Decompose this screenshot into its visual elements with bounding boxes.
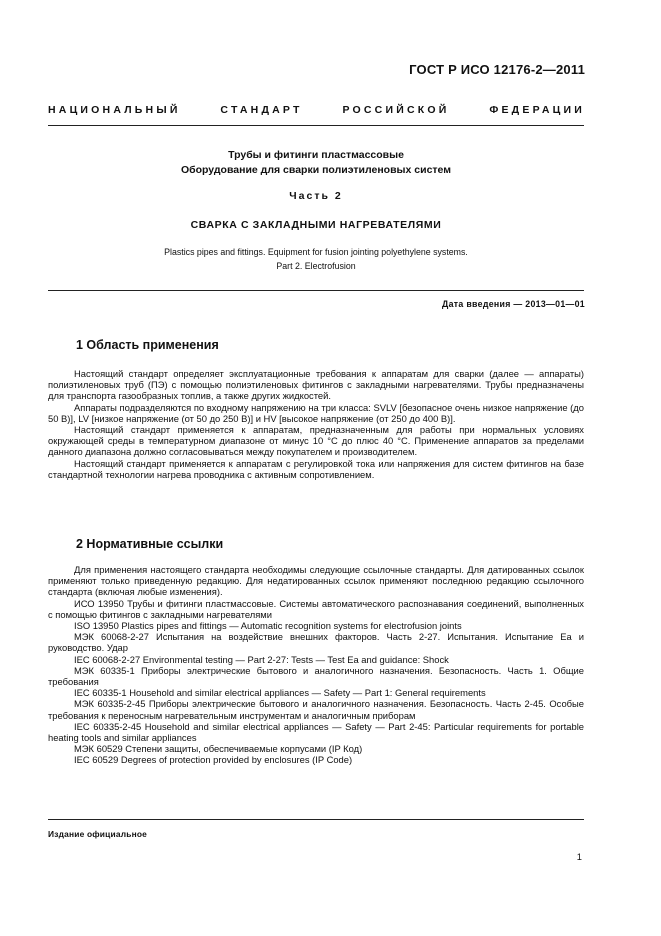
reference-item: МЭК 60529 Степени защиты, обеспечиваемые корпусами (IP Код) bbox=[74, 743, 363, 755]
paragraph: Аппараты подразделяются по входному напряжению на три класса: SVLV [безопасное очень низкое напряжение (до 50 В)], LV [низкое напряжение (от 50 до 250 В)] и HV [высокое напряжение (от 250 до 400 В)]. bbox=[48, 401, 584, 424]
reference-item: IEC 60068-2-27 Environmental testing — Part 2-27: Tests — Test Ea and guidance: Shock bbox=[74, 653, 449, 665]
reference-item: IEC 60335-1 Household and similar electrical appliances — Safety — Part 1: General requirements bbox=[74, 687, 486, 699]
reference-item: ИСО 13950 Трубы и фитинги пластмассовые. Системы автоматического распознавания соединений, выполненных с помощью фитингов с закладными нагревателями bbox=[48, 597, 584, 620]
title-line-1: Трубы и фитинги пластмассовые bbox=[228, 149, 404, 161]
introduction-date: Дата введения — 2013—01—01 bbox=[442, 299, 585, 309]
reference-item: IEC 60335-2-45 Household and similar electrical appliances — Safety — Part 2-45: Particular requirements for portable heating tools and similar appliances bbox=[48, 720, 584, 744]
reference-item: МЭК 60335-2-45 Приборы электрические бытового и аналогичного назначения. Безопасность. Часть 2-45. Особые требования к переносным нагревательным инструментам и аналогичным приборам bbox=[48, 698, 584, 721]
section-2-heading: 2 Нормативные ссылки bbox=[76, 537, 224, 551]
paragraph: Для применения настоящего стандарта необходимы следующие ссылочные стандарты. Для датированных ссылок применяют только приведенную редакцию. Для недатированных ссылок применяют последнюю редакцию ссылочного стандарта (включая любые изменения). bbox=[48, 564, 584, 598]
paragraph: Настоящий стандарт применяется к аппаратам, предназначенным для работы при нормальных условиях окружающей среды в температурном диапазоне от минус 10 °С до плюс 40 °С. Применение аппаратов за пределами данного диапазона должно согласовываться между покупателем и производителем. bbox=[48, 424, 584, 458]
paragraph: Настоящий стандарт определяет эксплуатационные требования к аппаратам для сварки (далее — аппараты) полиэтиленовых труб (ПЭ) с помощью полиэтиленовых фитингов с закладными нагревателями. Трубы предназначены для транспорта газообразных топлив, а также других жидкостей. bbox=[48, 368, 584, 402]
reference-item: МЭК 60335-1 Приборы электрические бытового и аналогичного назначения. Безопасность. Часть 1. Общие требования bbox=[48, 664, 584, 688]
official-edition-label: Издание официальное bbox=[48, 829, 147, 839]
title-line-2: Оборудование для сварки полиэтиленовых систем bbox=[180, 164, 452, 176]
footer-divider bbox=[48, 819, 584, 820]
reference-item: МЭК 60068-2-27 Испытания на воздействие внешних факторов. Часть 2-27. Испытания. Испытание Ea и руководство. Удар bbox=[48, 631, 584, 654]
reference-item: ISO 13950 Plastics pipes and fittings — Automatic recognition systems for electrofusion joints bbox=[74, 620, 462, 632]
top-divider bbox=[48, 125, 584, 126]
english-title-line-2: Part 2. Electrofusion bbox=[276, 261, 356, 271]
section-2-body bbox=[48, 564, 584, 766]
document-subtitle: СВАРКА С ЗАКЛАДНЫМИ НАГРЕВАТЕЛЯМИ bbox=[190, 219, 442, 231]
section-1-body bbox=[48, 368, 584, 480]
section-1-heading: 1 Область применения bbox=[76, 338, 219, 352]
page-number: 1 bbox=[576, 851, 582, 862]
national-standard-banner: НАЦИОНАЛЬНЫЙ СТАНДАРТ РОССИЙСКОЙ ФЕДЕРАЦИИ bbox=[48, 104, 585, 116]
title-divider bbox=[48, 290, 584, 291]
paragraph: Настоящий стандарт применяется к аппаратам с регулировкой тока или напряжения для систем фитингов на базе стандартной технологии нагрева проводника с активным сопротивлением. bbox=[48, 457, 584, 480]
english-title-line-1: Plastics pipes and fittings. Equipment for fusion jointing polyethylene systems. bbox=[164, 247, 468, 257]
reference-item: IEC 60529 Degrees of protection provided by enclosures (IP Code) bbox=[74, 754, 353, 766]
part-label: Часть 2 bbox=[289, 190, 343, 202]
standard-number: ГОСТ Р ИСО 12176-2—2011 bbox=[409, 62, 585, 77]
